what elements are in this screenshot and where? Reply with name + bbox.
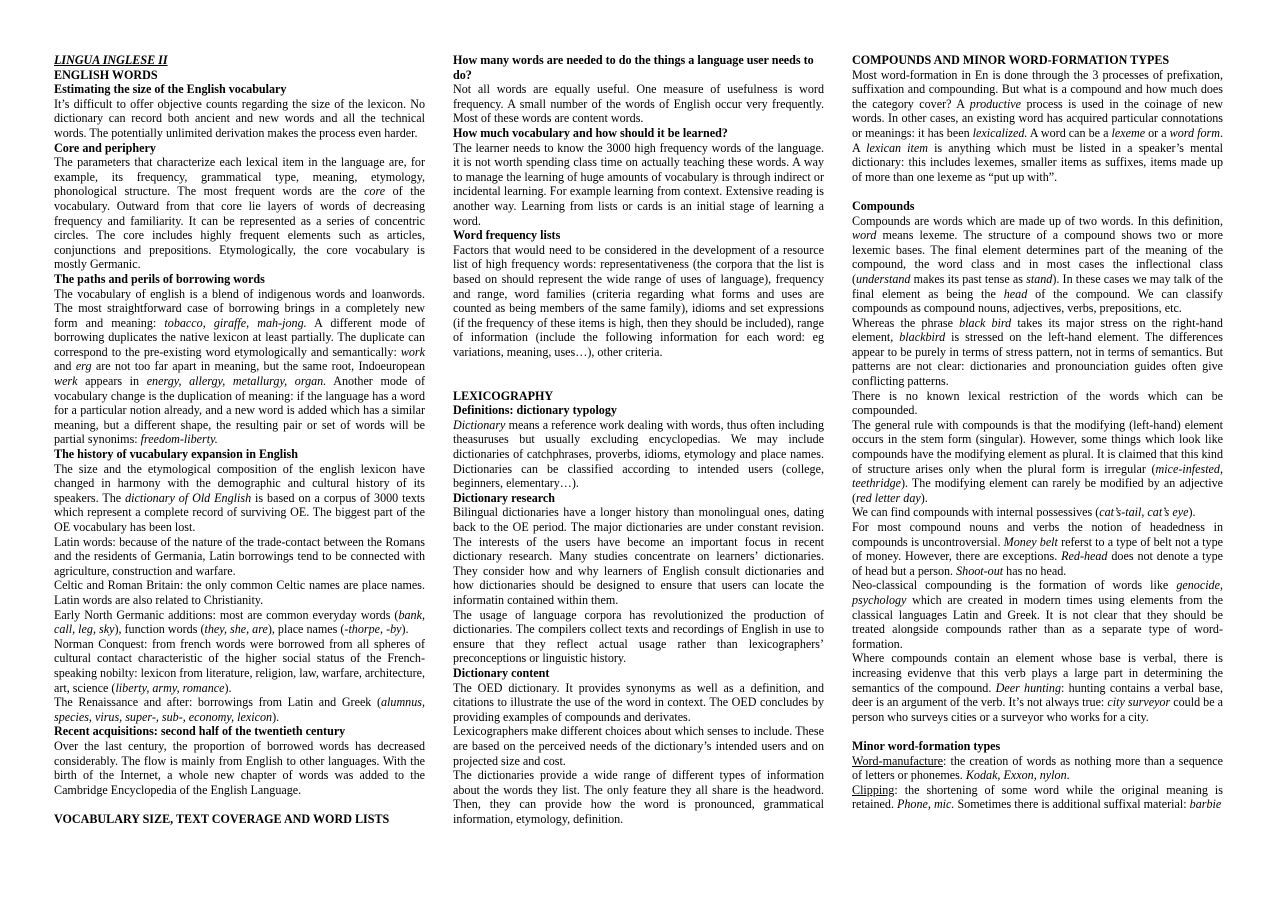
text-run: A different mode of borrowing duplicates the native lexicon at least partially. The duplicate can correspond to the pre-existing word etymologically and semantically: [54,315,425,359]
text-run: ). [224,680,232,695]
text-run: Sometimes there is additional suffixal material: [954,797,1190,812]
paragraph [54,462,425,535]
subheading-definitions [453,403,824,418]
text-run: could be a person who surveys cities or a surveyor who works for a city. [852,695,1223,724]
italic-text: energy, allergy, metallurgy, organ. [146,374,327,389]
paragraph [453,768,824,826]
paragraph [54,535,425,579]
text-run: is stressed on the left-hand element. The differences appear to be purely in terms of stress pattern, not in terms of semantics. But patterns are not clear: dictionaries and pronounciation guides often give conflicting patterns. [852,330,1223,389]
italic-text: lexeme [1111,125,1146,140]
text-run: Early North Germanic additions: most are common everyday words ( [54,607,399,622]
italic-text: Shoot-out [956,563,1004,578]
text-run: ). [1188,505,1196,520]
paragraph [453,505,824,607]
spacer [54,797,425,812]
spacer [852,724,1223,739]
text-run: is based on a corpus of 3000 texts which represent a complete record of surviving OE. The biggest part of the OE vocabulary has been lost. [54,490,425,534]
text-run: . [1066,768,1070,783]
spacer [852,184,1223,199]
text-run: . A [852,125,1223,155]
italic-text: word [852,228,877,243]
text-run: means a reference work dealing with words, thus often including theasuruses but usually excluding encyclopedias. We may include dictionaries of catchphrases, proverbs, idioms, etymology and place names. Dictionaries can be classified according to intended users (college, beginners, elementary…). [453,417,824,491]
paragraph [54,695,425,724]
text-run: Compounds [852,198,915,213]
subheading-how-many-words [453,53,824,82]
text-run: Over the last century, the proportion of borrowed words has decreased considerably. The flow is mainly from English to other languages. With the birth of the Internet, a whole new chapter of words was added to the Cambridge Encyclopedia of the English Language. [54,738,425,797]
text-run: Definitions: dictionary typology [453,403,617,418]
paragraph [54,608,425,637]
text-run: The dictionaries provide a wide range of different types of information about the words they list. The only feature they all share is the headword. Then, they can provide how the word is pronounced, grammatical information, etymology, definition. [453,768,824,826]
text-run: ). The modifying element can rarely be modified by an adjective ( [852,476,1223,505]
text-run: : hunting contains a verbal base, deer is an argument of the verb. It’s not always true: [852,680,1223,710]
subheading-core-periphery [54,141,425,156]
italic-text: understand [856,271,911,286]
text-run: appears in [77,374,147,389]
section-heading-lexicography [453,389,824,404]
text-run: How much vocabulary and how should it be learned? [453,125,728,140]
text-run: Celtic and Roman Britain: the only common Celtic names are place names. Latin words are also related to Christianity. [54,578,425,607]
italic-text: liberty, army, romance [115,680,225,695]
text-run: means lexeme. The structure of a compound shows two or more lexemic bases. The final element determines part of the meaning of the compound, the word class and in most cases the inflectional class ( [852,228,1223,286]
text-run: makes its past tense as [910,271,1027,286]
column-1 [54,53,425,826]
text-run: ), place names (- [267,622,349,637]
text-run: Another mode of vocabulary change is the duplication of meaning: if the language has a word for a particular notion already, and a new word is added which has a similar meaning, but a different shape, the resulting pair or set of words will be partial synonims: [54,374,425,447]
spacer [453,359,824,374]
italic-text: Dictionary [453,417,506,432]
italic-text: Deer hunting [995,680,1062,695]
course-title [54,53,425,68]
text-run: Compounds are words which are made up of two words. In this definition, [852,213,1223,228]
text-run: Norman Conquest: from french words were borrowed from all spheres of cultural contact characteristic of the higher social status of the French-speaking nobilty: lexicon from literature, religion, law, warfare, architecture, art, science ( [54,636,425,695]
italic-text: black bird [959,315,1012,330]
subheading-history-expansion [54,447,425,462]
text-run: LEXICOGRAPHY [453,388,554,403]
text-run: of the vocabulary. Outward from that core lie layers of words of decreasing frequency and familiarity. It can be represented as a series of concentric circles. The core includes highly frequent elements such as articles, conjunctions and prepositions. Etymologically, the core vocabulary is mostly Germanic. [54,184,425,272]
text-run: ), function words ( [114,622,205,637]
text-run: It’s difficult to offer objective counts regarding the size of the lexicon. No dictionary can record both ancient and new words and all the technical words. The potentially unlimited derivation makes the process even harder. [54,96,425,140]
text-run: The general rule with compounds is that the modifying (left-hand) element occurs in the stem form (singular). However, some things which look like compounds have the modifying element as plural. It is claimed that this kind of structure arises only when the plural form is irregular ( [852,417,1223,476]
italic-text: they, she, are [204,622,268,637]
italic-text: word form [1169,125,1220,140]
underlined-term: Word-manufacture [852,753,944,768]
text-run: Minor word-formation types [852,738,1001,753]
text-run: Whereas the phrase [852,315,960,330]
text-run: For most compound nouns and verbs the notion of headedness in compounds is uncontroversial. [852,520,1223,549]
subheading-dictionary-content [453,666,824,681]
spacer [453,374,824,389]
text-run: COMPOUNDS AND MINOR WORD-FORMATION TYPES [852,53,1170,67]
italic-text: Phone, mic. [897,797,955,812]
paragraph [453,243,824,360]
subheading-dictionary-research [453,491,824,506]
text-run: ). [401,622,409,637]
paragraph [852,578,1223,651]
text-run: How many words are needed to do the things a language user needs to do? [453,53,814,82]
italic-text: core [364,184,386,199]
italic-text: work [400,344,425,359]
paragraph [852,520,1223,578]
text-run: of the compound. We can classify compounds as compound nouns, adjectives, verbs, prepositions, etc. [852,286,1223,316]
italic-text: dictionary of Old English [125,490,252,505]
paragraph [453,82,824,126]
text-run: referst to a type of belt not a type of money. However, there are exceptions. [852,534,1223,564]
italic-text: freedom-liberty. [140,432,218,447]
text-run: : the creation of words as nothing more than a sequence of letters or phonemes. [852,753,1223,783]
text-run: The usage of language corpora has revolutionized the production of dictionaries. The compilers collect texts and recordings of English in use to ensure that they reflect actual usage rather than lexicographers’ preconceptions or linguistic history. [453,607,824,666]
text-run: Latin words: because of the nature of the trade-contact between the Romans and the residents of Germania, Latin borrowings tend to be connected with agriculture, construction and warfare. [54,534,425,578]
text-run: ). [920,490,928,505]
paragraph [54,739,425,797]
italic-text: lexican item [866,140,928,155]
paragraph [453,724,824,768]
text-run: Dictionary content [453,665,550,680]
text-run: The size and the etymological composition of the english lexicon have changed in harmony with the demographic and cultural history of its speakers. The [54,461,425,505]
text-run: : the shortening of some word while the original meaning is retained. [852,782,1223,812]
text-run: or a [1145,125,1170,140]
text-run: , - [380,622,391,637]
italic-text: werk [54,374,78,389]
paragraph [54,578,425,607]
paragraph [54,97,425,141]
italic-text: erg [75,359,92,374]
paragraph [54,287,425,448]
italic-text: city surveyor [1107,695,1171,710]
text-run: Neo-classical compounding is the formation of words like [852,578,1177,593]
text-run: takes its major stress on the right-hand element, [852,315,1223,345]
text-run: Bilingual dictionaries have a longer history than monolingual ones, dating back to the OE period. The major dictionaries are under constant revision. The interests of the users have become an important focus in recent dictionary research. Many studies concentrate on learners’ dictionaries. They consider how and why learners of English consult dictionaries and how dictionaries should be designed to ensure that users can locate the informatin contained within them. [453,505,824,607]
italic-text: tobacco, giraffe, mah-jong. [164,315,307,330]
paragraph [852,505,1223,520]
italic-text: red letter day [856,490,921,505]
text-run: Recent acquisitions: second half of the twentieth century [54,724,346,739]
italic-text: lexicalized. [972,125,1028,140]
italic-text: alumnus, species, virus, super-, sub-, economy, lexicon [54,695,425,724]
paragraph [852,316,1223,389]
paragraph [453,141,824,229]
italic-text: barbie [1189,797,1222,812]
text-run: LINGUA INGLESE II [54,53,168,67]
text-run: process is used in the coinage of new words. In other cases, an existing word has acquired particular connotations or meanings: it has been [852,96,1224,140]
text-run: is anything which must be listed in a speaker’s mental dictionary: this includes lexemes, smaller items as suffixes, items made up of more than one lexeme as “put up with”. [852,140,1224,184]
italic-text: productive [969,96,1022,111]
subheading-estimating-size [54,82,425,97]
paragraph [852,754,1223,783]
underlined-term: Clipping [852,782,895,797]
subheading-borrowing [54,272,425,287]
text-run: are not too far apart in meaning, but the same root, Indoeuropean [91,359,425,374]
text-run: We can find compounds with internal possessives ( [852,505,1100,520]
italic-text: genocide, psychology [852,578,1223,607]
text-run: The vocabulary of english is a blend of indigenous words and loanwords. The most straightforward case of borrowing brings in a completely new form and meaning: [54,286,425,330]
italic-text: stand [1026,271,1053,286]
text-run: ). [272,709,280,724]
text-run: Not all words are equally useful. One measure of usefulness is word frequency. A small number of the words of English occur very frequently. Most of these words are content words. [453,82,824,126]
text-run: Factors that would need to be considered in the development of a resource list of high frequency words: representativeness (the corpora that the list is based on should represent the wide range of uses of language), frequency and range, word families (criteria regarding what forms and uses are counted as being members of the same family), idioms and set expressions (if the frequency of these items is high, then they should be included), range of information (include the following information for each word: eg variations, meaning, uses…), other criteria. [453,242,824,359]
italic-text: thorpe [348,622,381,637]
text-run: The learner needs to know the 3000 high frequency words of the language. it is not worth spending class time on actually teaching these words. A way to manage the learning of huge amounts of vocabulary is through indirect or incidental learning. For example learning from context. Extensive reading is another way. Learning from lists or cards is an initial stage of learning a word. [453,140,824,228]
paragraph [54,637,425,695]
text-run: Core and periphery [54,140,156,155]
paragraph [852,68,1223,185]
text-run: ENGLISH WORDS [54,67,158,82]
section-heading-compounds [852,53,1223,68]
italic-text: Kodak, Exxon, nylon [965,768,1067,783]
italic-text: blackbird [899,330,946,345]
text-run: does not denote a type of head but a person. [852,549,1224,578]
paragraph [453,418,824,491]
text-run: has no head. [1003,563,1067,578]
paragraph [852,783,1223,812]
subheading-compounds [852,199,1223,214]
text-run: A word can be a [1027,125,1112,140]
subheading-recent-acquisitions [54,724,425,739]
text-run: The history of vucabulary expansion in English [54,447,298,462]
text-run: and [54,359,76,374]
text-run: Dictionary research [453,490,555,505]
text-run: There is no known lexical restriction of the words which can be compounded. [852,388,1223,418]
text-run: ). In these cases we may talk of the final element as being the [852,271,1223,301]
italic-text: Red-head [1061,549,1108,564]
paragraph [54,155,425,272]
section-heading-vocabulary-size [54,812,425,827]
paragraph [453,681,824,725]
italic-text: head [1003,286,1028,301]
italic-text: bank, call, leg, sky [54,607,425,637]
subheading-how-much-vocabulary [453,126,824,141]
text-run: The Renaissance and after: borrowings from Latin and Greek ( [54,695,381,710]
text-run: Where compounds contain an element whose base is verbal, there is increasing evidenve that this verb plays a large part in determining the semantics of the compound. [852,651,1223,695]
text-run: Lexicographers make different choices about which senses to include. These are based on the perceived needs of the dictionary’s intended users and on projected size and cost. [453,724,824,768]
paragraph [852,651,1223,724]
text-run: Word frequency lists [453,228,561,243]
paragraph [852,389,1223,418]
text-run: VOCABULARY SIZE, TEXT COVERAGE AND WORD LISTS [54,811,390,826]
paragraph [453,608,824,666]
paragraph [852,418,1223,506]
italic-text: Money belt [1003,534,1058,549]
column-3 [852,53,1223,812]
text-run: which are created in modern times using elements from the classical languages Latin and Greek. It is not clear that they should be treated alongside compounds rather than as a separate type of word-formation. [852,592,1223,651]
italic-text: mice-infested, teethridge [852,461,1223,491]
italic-text: cat’s-tail, cat’s eye [1099,505,1189,520]
subheading-minor-types [852,739,1223,754]
column-2 [453,53,824,826]
text-run: The parameters that characterize each lexical item in the language are, for example, its frequency, grammatical type, meaning, etymology, phonological structure. The most frequent words are the [54,155,425,199]
section-heading-english-words [54,68,425,83]
text-run: The OED dictionary. It provides synonyms as well as a definition, and citations to illustrate the use of the word in context. The OED concludes by providing examples of compounds and derivates. [453,680,824,724]
italic-text: by [390,622,402,637]
text-run: Estimating the size of the English vocabulary [54,82,287,97]
paragraph [852,214,1223,316]
subheading-word-frequency-lists [453,228,824,243]
text-run: The paths and perils of borrowing words [54,271,265,286]
text-run: Most word-formation in En is done through the 3 processes of prefixation, suffixation and compounding. But what is a compound and how much does the category cover? A [852,67,1223,111]
